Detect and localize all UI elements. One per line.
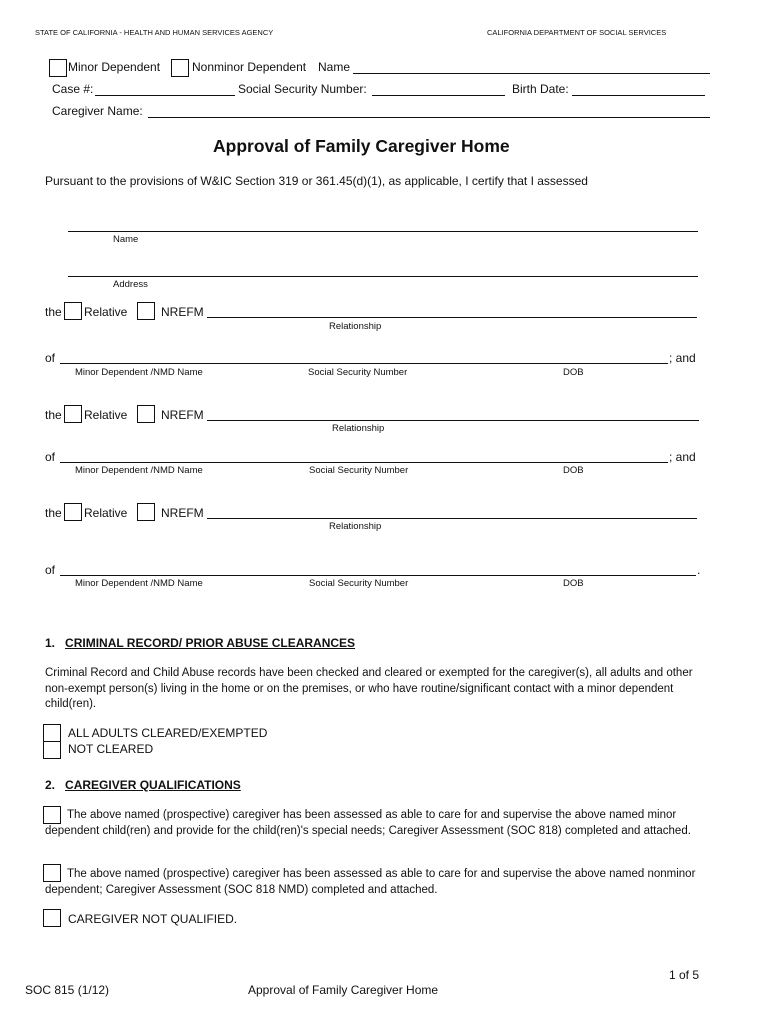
nrefm-label: NREFM <box>161 305 204 319</box>
line-ending: . <box>697 563 701 577</box>
qualified-nonminor-text: The above named (prospective) caregiver has been assessed as able to care for and supervise the above named nonminor dependent; Caregiver Assessment (SOC 818 NMD) completed and attached. <box>45 868 696 896</box>
birth-date-label: Birth Date: <box>512 82 569 96</box>
relationship-field[interactable] <box>207 420 699 421</box>
line-ending: ; and <box>669 351 696 365</box>
minor-name-caption: Minor Dependent /NMD Name <box>75 578 203 589</box>
relative-label: Relative <box>84 506 128 520</box>
nrefm-checkbox[interactable] <box>137 405 155 423</box>
of-label: of <box>45 450 56 464</box>
minor-dependent-field[interactable] <box>60 462 668 463</box>
all-adults-cleared-checkbox[interactable] <box>43 724 61 742</box>
relationship-caption: Relationship <box>329 321 382 332</box>
qualified-minor-text: The above named (prospective) caregiver has been assessed as able to care for and supervise the above named minor dependent child(ren) and provide for the child(ren)'s special needs; Caregiver Assessment (SOC 818) completed and attached. <box>45 809 691 837</box>
not-cleared-checkbox[interactable] <box>43 741 61 759</box>
address-caption: Address <box>113 279 148 290</box>
minor-dependent-field[interactable] <box>60 363 668 364</box>
minor-dependent-label: Minor Dependent <box>68 60 161 74</box>
relationship-caption: Relationship <box>329 521 382 532</box>
section2-heading <box>45 778 241 792</box>
birth-date-field[interactable] <box>572 95 705 96</box>
name-field[interactable] <box>353 73 710 74</box>
nrefm-label: NREFM <box>161 408 204 422</box>
section2-number: 2. <box>45 778 56 792</box>
ssn-label: Social Security Number: <box>238 82 367 96</box>
department-header: CALIFORNIA DEPARTMENT OF SOCIAL SERVICES <box>487 28 667 37</box>
section1-text: Criminal Record and Child Abuse records have been checked and cleared or exempted for the caregiver(s), all adults and other non-exempt person(s) living in the home or on the premises, or who have routine/significant contact with a minor dependent child(ren). <box>45 667 693 710</box>
name-caption: Name <box>113 234 139 245</box>
nrefm-checkbox[interactable] <box>137 302 155 320</box>
relative-checkbox[interactable] <box>64 302 82 320</box>
minor-dependent-field[interactable] <box>60 575 696 576</box>
of-label: of <box>45 563 56 577</box>
caregiver-name-field[interactable] <box>148 117 710 118</box>
relationship-caption: Relationship <box>332 423 385 434</box>
of-label: of <box>45 351 56 365</box>
dob-caption: DOB <box>563 578 584 589</box>
minor-dependent-checkbox[interactable] <box>49 59 67 77</box>
line-ending: ; and <box>669 450 696 464</box>
intro-text: Pursuant to the provisions of W&IC Section 319 or 361.45(d)(1), as applicable, I certify that I assessed <box>45 174 588 188</box>
dob-caption: DOB <box>563 465 584 476</box>
section1-title: CRIMINAL RECORD/ PRIOR ABUSE CLEARANCES <box>65 636 356 650</box>
section1-number: 1. <box>45 636 56 650</box>
not-cleared-label: NOT CLEARED <box>68 742 154 756</box>
minor-name-caption: Minor Dependent /NMD Name <box>75 367 203 378</box>
case-number-field[interactable] <box>95 95 235 96</box>
relationship-field[interactable] <box>207 317 697 318</box>
nonminor-dependent-label: Nonminor Dependent <box>192 60 307 74</box>
assessed-name-field[interactable] <box>68 231 698 232</box>
page-title: Approval of Family Caregiver Home <box>213 136 510 156</box>
all-adults-cleared-label: ALL ADULTS CLEARED/EXEMPTED <box>68 726 268 740</box>
section2-title: CAREGIVER QUALIFICATIONS <box>65 778 241 792</box>
footer-form-title: Approval of Family Caregiver Home <box>248 983 439 997</box>
minor-name-caption: Minor Dependent /NMD Name <box>75 465 203 476</box>
ssn-caption: Social Security Number <box>309 578 409 589</box>
not-qualified-label: CAREGIVER NOT QUALIFIED. <box>68 912 238 926</box>
relative-checkbox[interactable] <box>64 405 82 423</box>
ssn-caption: Social Security Number <box>308 367 408 378</box>
relative-checkbox[interactable] <box>64 503 82 521</box>
not-qualified-checkbox[interactable] <box>43 909 61 927</box>
nrefm-checkbox[interactable] <box>137 503 155 521</box>
the-label: the <box>45 305 62 319</box>
relative-label: Relative <box>84 305 128 319</box>
caregiver-name-label: Caregiver Name: <box>52 104 143 118</box>
the-label: the <box>45 506 62 520</box>
relationship-field[interactable] <box>207 518 697 519</box>
nonminor-dependent-checkbox[interactable] <box>171 59 189 77</box>
name-label: Name <box>318 60 351 74</box>
relative-label: Relative <box>84 408 128 422</box>
ssn-caption: Social Security Number <box>309 465 409 476</box>
the-label: the <box>45 408 62 422</box>
page-number: 1 of 5 <box>669 968 700 982</box>
form-number: SOC 815 (1/12) <box>25 983 110 997</box>
ssn-field[interactable] <box>372 95 505 96</box>
agency-header: STATE OF CALIFORNIA - HEALTH AND HUMAN SERVICES AGENCY <box>35 28 274 37</box>
nrefm-label: NREFM <box>161 506 204 520</box>
address-field[interactable] <box>68 276 698 277</box>
section1-heading <box>45 636 355 650</box>
case-label: Case #: <box>52 82 94 96</box>
dob-caption: DOB <box>563 367 584 378</box>
